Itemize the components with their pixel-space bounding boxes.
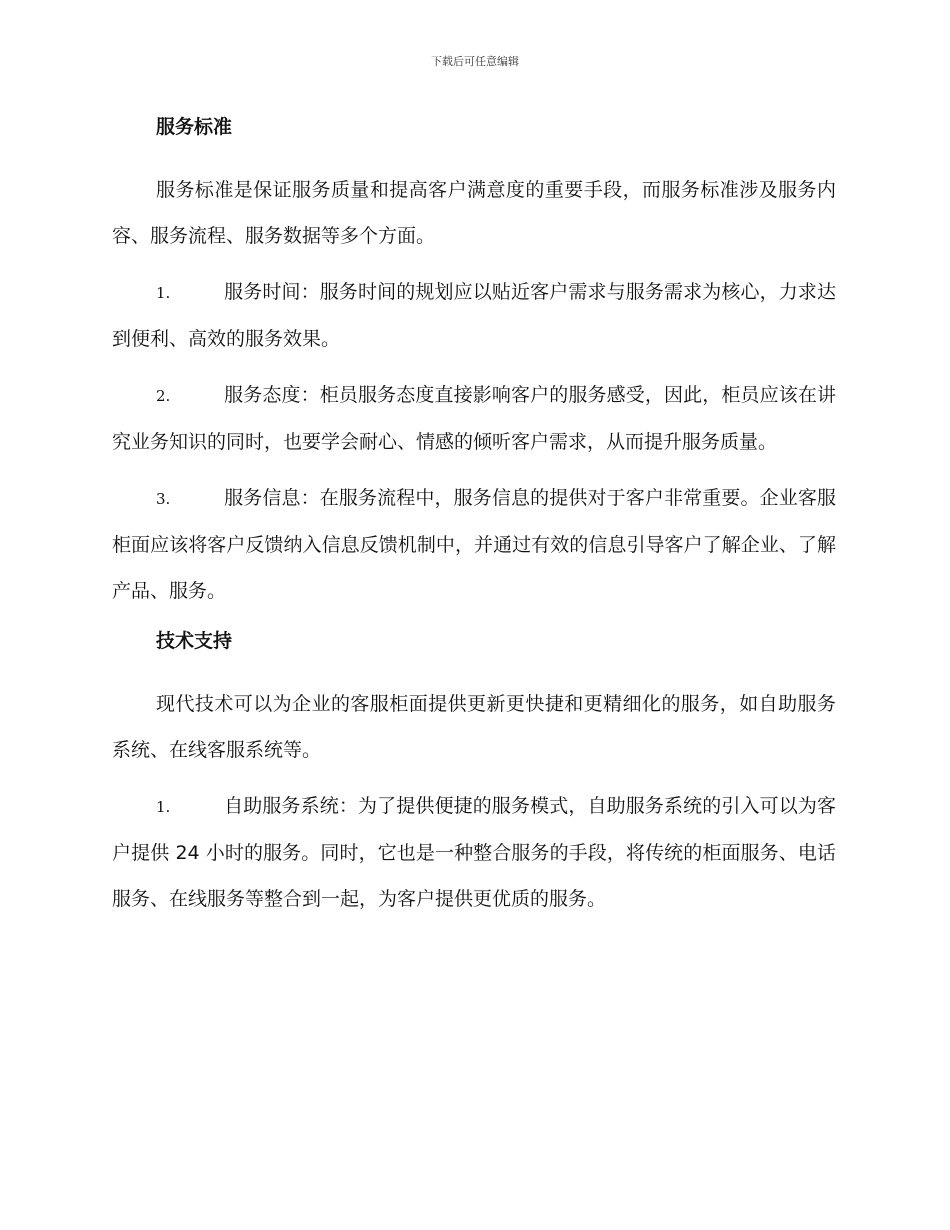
- section-intro: 现代技术可以为企业的客服柜面提供更新更快捷和更精细化的服务，如自助服务系统、在线客服系统等。: [112, 693, 836, 761]
- list-item-number: 2.: [156, 387, 171, 405]
- list-item-text: 自助服务系统：为了提供便捷的服务模式，自助服务系统的引入可以为客户提供 24 小时的服务。同时，它也是一种整合服务的手段，将传统的柜面服务、电话服务、在线服务等整合到一起，为客户提供更优质的服务。: [112, 795, 836, 910]
- list-item-text: 服务态度：柜员服务态度直接影响客户的服务感受，因此，柜员应该在讲究业务知识的同时，也要学会耐心、情感的倾听客户需求，从而提升服务质量。: [112, 384, 836, 453]
- section-heading: 服务标准: [156, 116, 233, 138]
- list-item-text: 服务信息：在服务流程中，服务信息的提供对于客户非常重要。企业客服柜面应该将客户反馈纳入信息反馈机制中，并通过有效的信息引导客户了解企业、了解产品、服务。: [112, 487, 836, 602]
- page-header: 下载后可任意编辑: [431, 55, 519, 68]
- list-item-number: 1.: [156, 798, 171, 816]
- list-item-number: 3.: [156, 490, 171, 508]
- list-item-text: 服务时间：服务时间的规划应以贴近客户需求与服务需求为核心，力求达到便利、高效的服务效果。: [112, 281, 836, 350]
- section-service-standards: [112, 110, 836, 614]
- section-heading: 技术支持: [156, 630, 233, 652]
- list-item: [112, 783, 836, 922]
- list-item: [112, 475, 836, 614]
- document-body: [112, 110, 836, 932]
- section-intro: 服务标准是保证服务质量和提高客户满意度的重要手段，而服务标准涉及服务内容、服务流程、服务数据等多个方面。: [112, 179, 836, 247]
- list-item: [112, 372, 836, 465]
- section-technical-support: [112, 624, 836, 922]
- list-item: [112, 269, 836, 362]
- list-item-number: 1.: [156, 284, 171, 302]
